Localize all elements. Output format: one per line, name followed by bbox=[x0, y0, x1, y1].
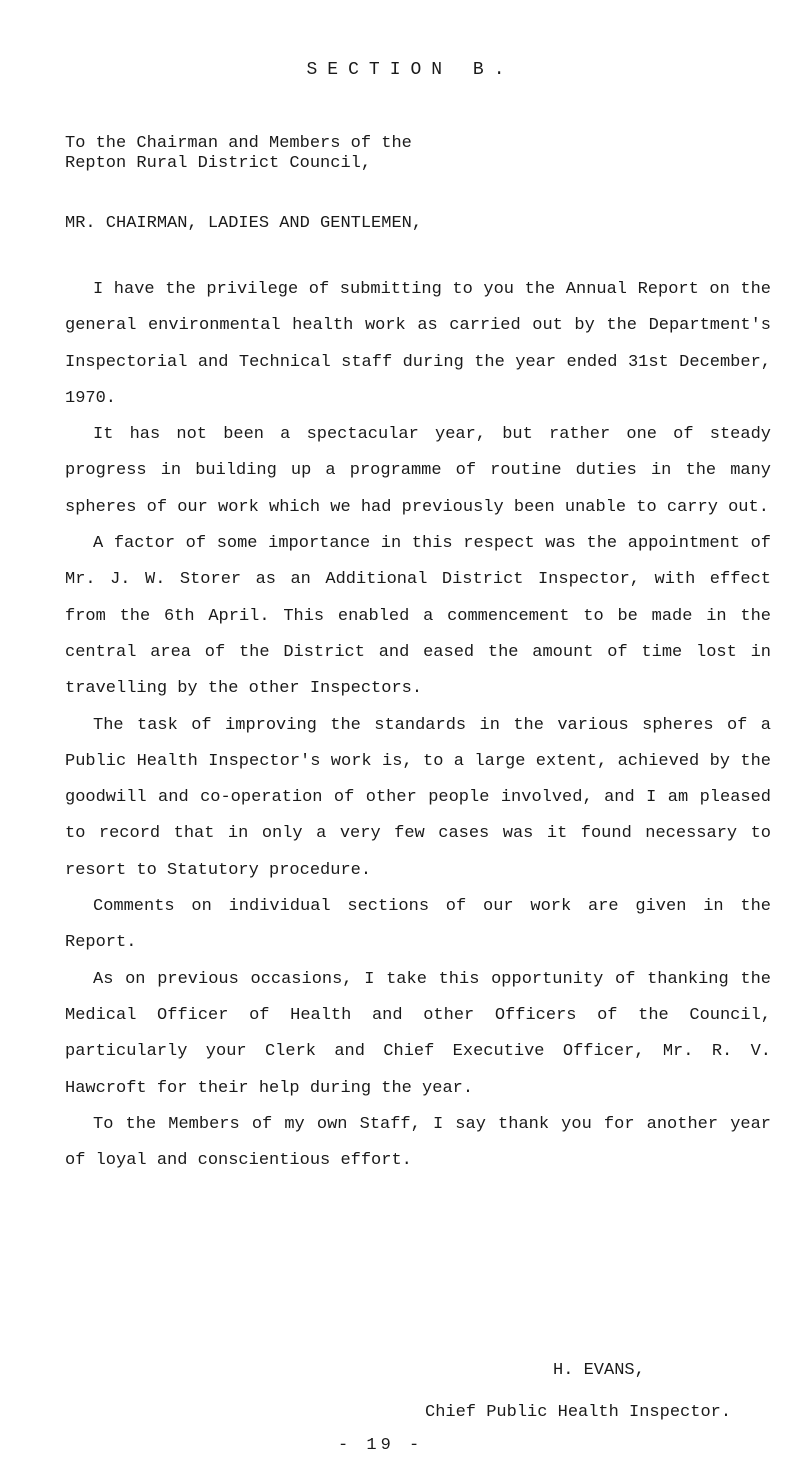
paragraph: Comments on individual sections of our work are given in the Report. bbox=[65, 897, 771, 953]
signatory-name: H. EVANS, bbox=[553, 1361, 645, 1380]
addressee-line-1: To the Chairman and Members of the bbox=[65, 134, 412, 153]
salutation: MR. CHAIRMAN, LADIES AND GENTLEMEN, bbox=[65, 214, 423, 233]
paragraph: I have the privilege of submitting to you the Annual Report on the general environmental health work as carried out by the Department's Inspectorial and Technical staff during the year ended 31st December, 1970. bbox=[65, 280, 771, 408]
addressee-block bbox=[65, 134, 412, 174]
page-number: - 19 - bbox=[338, 1436, 424, 1455]
letter-body bbox=[65, 272, 771, 1179]
paragraph: It has not been a spectacular year, but rather one of steady progress in building up a programme of routine duties in the many spheres of our work which we had previously been unable to carry out. bbox=[65, 425, 771, 517]
signatory-title: Chief Public Health Inspector. bbox=[425, 1403, 732, 1422]
paragraph: As on previous occasions, I take this opportunity of thanking the Medical Officer of Health and other Officers of the Council, particularly your Clerk and Chief Executive Officer, Mr. R. V. Hawcroft for their help during the year. bbox=[65, 969, 771, 1098]
paragraph: The task of improving the standards in the various spheres of a Public Health Inspector's work is, to a large extent, achieved by the goodwill and co-operation of other people involved, and I am pleased to record that in only a very few cases was it found necessary to resort to Statutory procedure. bbox=[65, 715, 771, 880]
paragraph: To the Members of my own Staff, I say thank you for another year of loyal and conscientious effort. bbox=[65, 1114, 771, 1171]
paragraph: A factor of some importance in this respect was the appointment of Mr. J. W. Storer as an Additional District Inspector, with effect from the 6th April. This enabled a commencement to be made in the central area of the District and eased the amount of time lost in travelling by the other Inspectors. bbox=[65, 534, 771, 699]
section-heading: SECTION B. bbox=[306, 60, 515, 80]
addressee-line-2: Repton Rural District Council, bbox=[65, 154, 372, 173]
